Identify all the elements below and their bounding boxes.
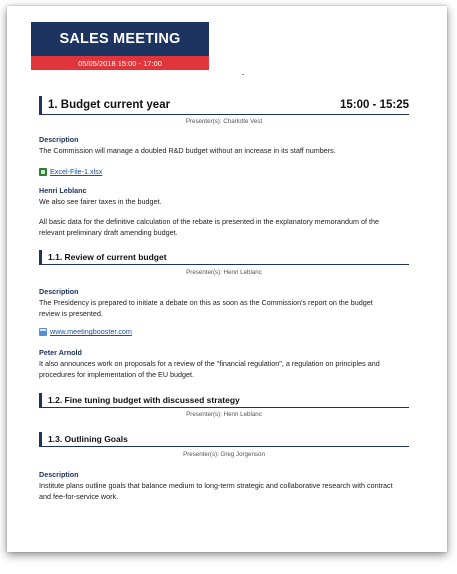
- agenda-item-1-header: [39, 96, 409, 115]
- agenda-item-1-1-description-label: Description: [39, 287, 79, 296]
- agenda-item-1-2-title: 1.2. Fine tuning budget with discussed strategy: [48, 395, 240, 405]
- agenda-item-1-time: 15:00 - 15:25: [339, 99, 409, 111]
- agenda-item-1-presenter: Presenter(s): Charlotte Vest: [185, 118, 263, 125]
- agenda-item-1-2-header: [39, 393, 409, 408]
- agenda-item-1-3-description: Institute plans outline goals that balance medium to long-term strategic and collaborative research with contract and fee-for-service work.: [39, 481, 393, 501]
- excel-file-icon: [39, 168, 47, 176]
- meeting-title: SALES MEETING: [31, 22, 209, 56]
- comment-text-peter: It also announces work on proposals for a review of the "financial regulation", a regulation on principles and procedures for implementation of the EU budget.: [39, 359, 380, 379]
- attachment-link[interactable]: [39, 167, 102, 176]
- agenda-item-1-2-presenter: Presenter(s): Henri Leblanc: [186, 411, 262, 418]
- agenda-item-1-note: All basic data for the definitive calculation of the rebate is presented in the explanatory memorandum of the relevant preliminary draft amending budget.: [39, 217, 380, 237]
- website-link[interactable]: [39, 327, 132, 336]
- agenda-item-1-3-presenter: Presenter(s): Greg Jorgenson: [183, 451, 265, 458]
- meeting-date-time: 05/05/2018 15:00 - 17:00: [31, 56, 209, 70]
- agenda-item-1-3-header: [39, 432, 409, 447]
- agenda-item-1-3-title: 1.3. Outlining Goals: [48, 434, 128, 444]
- agenda-item-1-title: 1. Budget current year: [48, 99, 171, 111]
- comment-author-henri: Henri Leblanc: [39, 186, 87, 195]
- agenda-item-1-1-presenter: Presenter(s): Henri Leblanc: [186, 269, 262, 276]
- website-link-label[interactable]: www.meetingbooster.com: [50, 327, 132, 336]
- web-link-icon: [39, 328, 47, 336]
- agenda-item-1-1-header: [39, 250, 409, 265]
- agenda-item-1-description: The Commission will manage a doubled R&D budget without an increase in its staff numbers.: [39, 146, 336, 155]
- comment-author-peter: Peter Arnold: [39, 348, 82, 357]
- agenda-item-1-1-title: 1.1. Review of current budget: [48, 252, 167, 262]
- agenda-item-1-description-label: Description: [39, 135, 79, 144]
- agenda-item-1-3-description-label: Description: [39, 470, 79, 479]
- agenda-item-1-1-description: The Presidency is prepared to initiate a debate on this as soon as the Commission's report on the budget review is presented.: [39, 298, 373, 318]
- attachment-link-label[interactable]: Excel-File-1.xlsx: [50, 167, 103, 176]
- comment-text-henri: We also see fairer taxes in the budget.: [39, 197, 162, 206]
- decorative-dot: [242, 74, 244, 75]
